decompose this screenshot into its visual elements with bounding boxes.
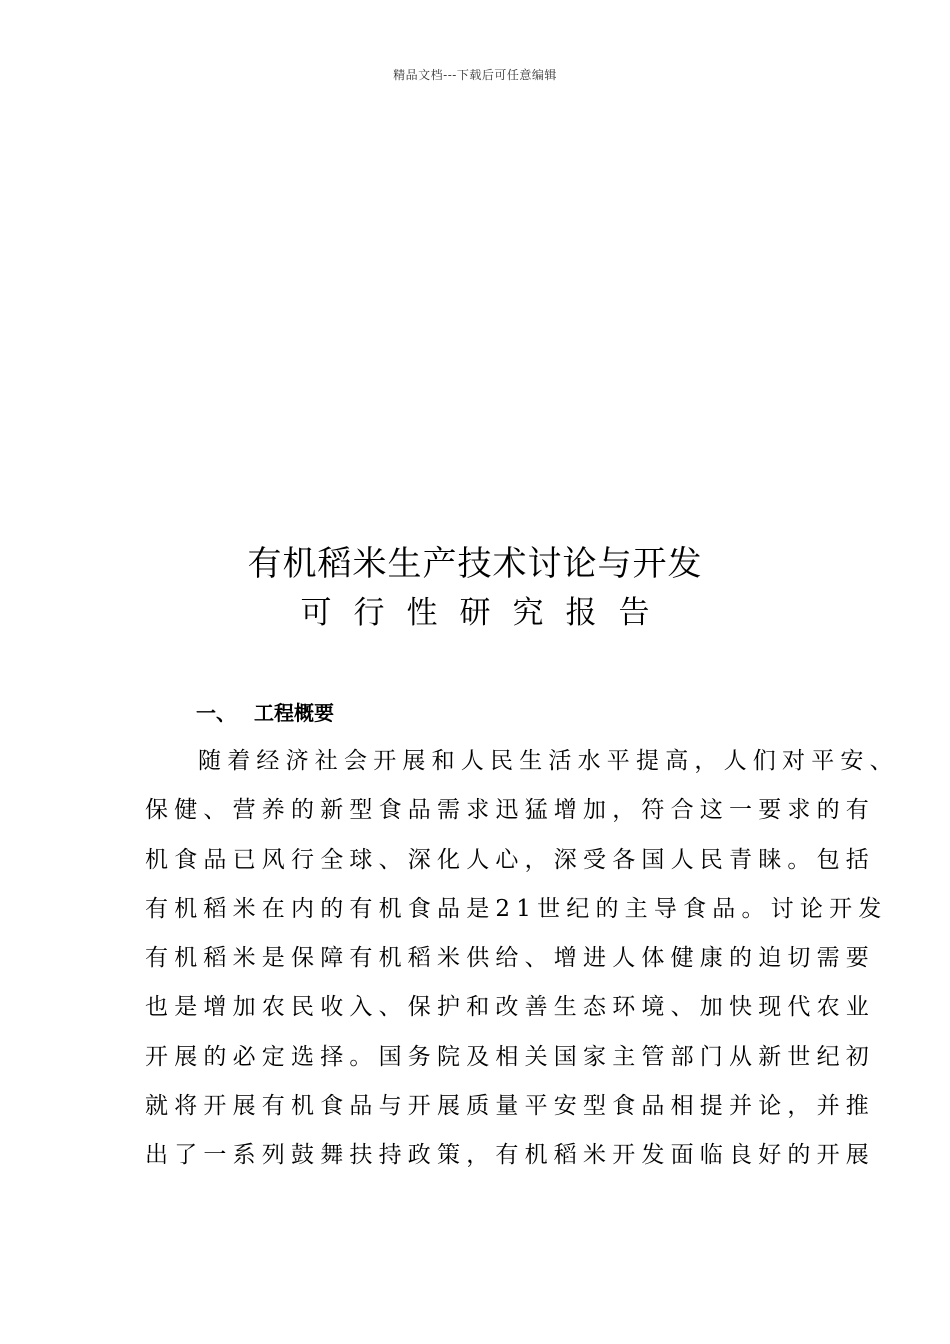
paragraph-line: 也是增加农民收入、保护和改善生态环境、加快现代农业 bbox=[145, 994, 875, 1021]
section-title: 工程概要 bbox=[254, 701, 334, 725]
document-title bbox=[0, 540, 950, 638]
paragraph-line: 随着经济社会开展和人民生活水平提高，人们对平安、 bbox=[198, 748, 899, 774]
paragraph-line: 就将开展有机食品与开展质量平安型食品相提并论，并推 bbox=[145, 1093, 875, 1120]
section-heading bbox=[196, 698, 334, 728]
paragraph-line: 机食品已风行全球、深化人心，深受各国人民青睐。包括 bbox=[145, 846, 875, 873]
section-number: 一、 bbox=[196, 701, 236, 725]
body-paragraph bbox=[145, 737, 899, 1181]
page-header-note: 精品文档---下载后可任意编辑 bbox=[393, 68, 557, 82]
paragraph-line: 保健、营养的新型食品需求迅猛增加，符合这一要求的有 bbox=[145, 797, 875, 824]
paragraph-line: 出了一系列鼓舞扶持政策，有机稻米开发面临良好的开展 bbox=[145, 1142, 875, 1169]
paragraph-line: 开展的必定选择。国务院及相关国家主管部门从新世纪初 bbox=[145, 1043, 875, 1070]
paragraph-line: 有机稻米是保障有机稻米供给、增进人体健康的迫切需要 bbox=[145, 945, 875, 972]
title-line-2: 可行性研究报告 bbox=[300, 595, 672, 631]
title-line-1: 有机稻米生产技术讨论与开发 bbox=[247, 544, 703, 584]
paragraph-line: 有机稻米在内的有机食品是21世纪的主导食品。讨论开发 bbox=[145, 895, 888, 922]
